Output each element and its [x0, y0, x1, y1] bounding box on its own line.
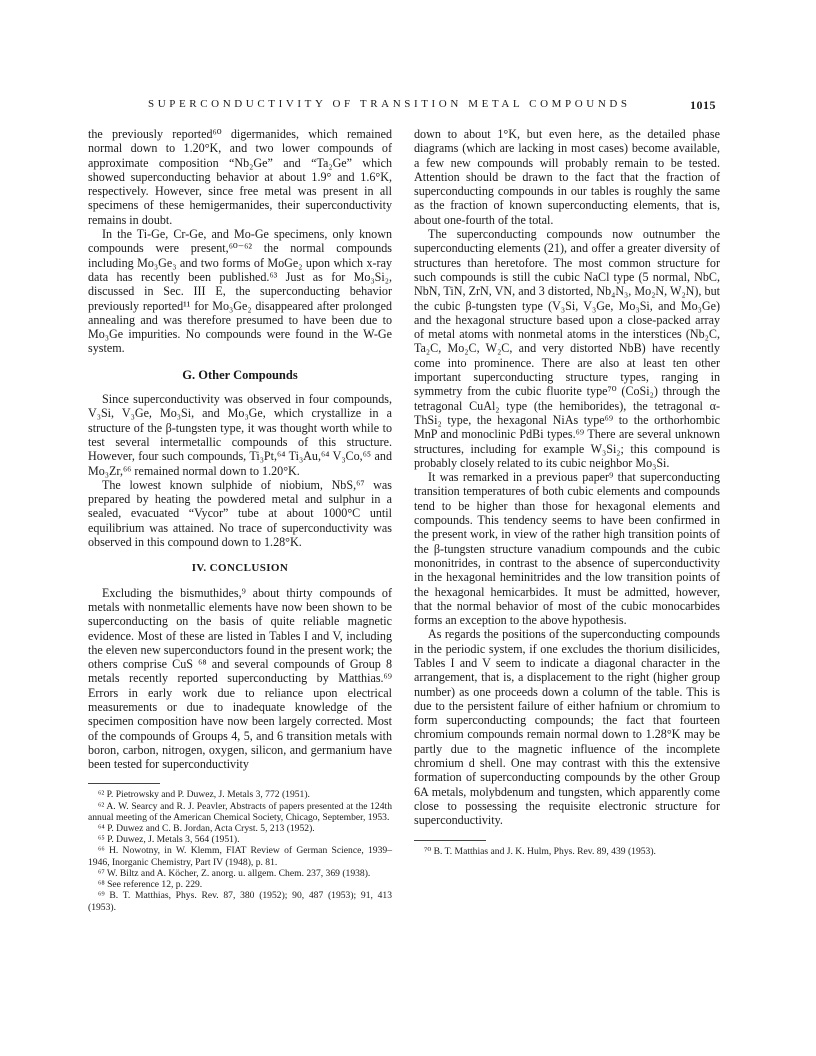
footnote: ⁷⁰ B. T. Matthias and J. K. Hulm, Phys. Rev. 89, 439 (1953).: [424, 845, 656, 857]
paragraph: down to about 1°K, but even here, as the detailed phase diagrams (which are lacking in most cases) become available, a few new compounds will probably remain to be tested. Attention should be drawn to the fact that the fraction of superconducting compounds in our tables is roughly the same as the fraction of known superconducting elements, that is, about one-fourth of the total.: [414, 127, 720, 227]
footnotes: [88, 789, 392, 912]
running-header: [148, 98, 716, 114]
paragraph: Since superconductivity was observed in four compounds, V₃Si, V₃Ge, Mo₃Si, and Mo₃Ge, which crystallize in a structure of the β-tungsten type, it was thought worth while to test several intermetallic compounds of this structure. However, four such compounds, Ti₃Pt,⁶⁴ Ti₃Au,⁶⁴ V₃Co,⁶⁵ and Mo₃Zr,⁶⁶ remained normal down to 1.20°K.: [88, 392, 392, 478]
footnote-rule: [414, 840, 486, 841]
footnote: ⁶² P. Pietrowsky and P. Duwez, J. Metals 3, 772 (1951).: [98, 789, 310, 801]
paragraph: The superconducting compounds now outnumber the superconducting elements (21), and offer a greater diversity of structures than heretofore. The most common structure for such compounds is still the cubic NaCl type (5 normal, NbC, NbN, TiN, ZrN, VN, and 3 distorted, Nb₄N₃, Mo₂N, W₂N), but the cubic β-tungsten type (V₃Si, V₃Ge, Mo₃Si, and Mo₃Ge) and the hexagonal structure based upon a close-packed array of metal atoms with nonmetal atoms in the interstices (Nb₂C, Ta₂C, Mo₂C, W₂C, and very distorted NbB) have recently come into prominence. There are also at least ten other important superconducting structure types, ranging in symmetry from the cubic fluorite type⁷⁰ (CoSi₂) through the tetragonal CuAl₂ type (the hemiborides), the tetragonal α-ThSi₂ type, the hexagonal NiAs type⁶⁹ to the orthorhombic MnP and monoclinic PdBi types.⁶⁹ There are several unknown structures, including for example W₃Si₂; this compound is probably closely related to its cubic neighbor Mo₃Si.: [414, 227, 720, 470]
section-heading: IV. CONCLUSION: [191, 562, 289, 575]
paragraph: It was remarked in a previous paper⁹ that superconducting transition temperatures of both cubic elements and compounds tend to be higher than those for hexagonal elements and compounds. This tendency seems to have been confirmed in the present work, in view of the rather high transition points of the β-tungsten structure vanadium compounds and the cubic mononitrides, in contrast to the absence of superconductivity in the hexagonal heminitrides and the low transition points of the hexagonal hemicarbides. It must be admitted, however, that the normal behavior of most of the cubic monocarbides forms an exception to the above hypothesis.: [414, 470, 720, 628]
footnote: ⁶² A. W. Searcy and R. J. Peavler, Abstracts of papers presented at the 124th annual meeting of the American Chemical Society, Chicago, September, 1953.: [88, 800, 392, 823]
footnote: ⁶⁴ P. Duwez and C. B. Jordan, Acta Cryst. 5, 213 (1952).: [98, 823, 315, 835]
footnote: ⁶⁶ H. Nowotny, in W. Klemm, FIAT Review of German Science, 1939–1946, Inorganic Chemistry, Part IV (1948), p. 81.: [88, 845, 392, 868]
paragraph: Excluding the bismuthides,⁹ about thirty compounds of metals with nonmetallic elements have now been shown to be superconducting on the basis of quite reliable magnetic evidence. Most of these are listed in Tables I and V, including the eleven new superconductors found in the present work; the others comprise CuS ⁶⁸ and several compounds of Group 8 metals recently reported superconducting by Matthias.⁶⁹ Errors in early work due to reliance upon electrical measurements or due to inadequate knowledge of the specimen composition have now been largely corrected. Most of the compounds of Groups 4, 5, and 6 transition metals with boron, carbon, nitrogen, oxygen, silicon, and germanium have been tested for superconductivity: [88, 585, 392, 772]
footnote: ⁶⁸ See reference 12, p. 229.: [98, 879, 203, 891]
paragraph: the previously reported⁶⁰ digermanides, which remained normal down to 1.20°K, and two lower compounds of approximate composition “Nb₂Ge” and “Ta₂Ge” which showed superconducting behavior at about 1.9° and 1.6°K, respectively. However, since free metal was present in all specimens of these hemigermanides, their superconductivity remains in doubt.: [88, 127, 392, 227]
right-column: [414, 127, 720, 857]
section-heading: G. Other Compounds: [182, 367, 298, 382]
footnote: ⁶⁹ B. T. Matthias, Phys. Rev. 87, 380 (1952); 90, 487 (1953); 91, 413 (1953).: [88, 890, 392, 913]
paragraph: As regards the positions of the superconducting compounds in the periodic system, if one excludes the thorium disilicides, Tables I and V seem to indicate a diagonal character in the arrangement, that is, a displacement to the right (higher group number) as one proceeds down a column of the table. This is due to the persistent failure of either hafnium or chromium to form superconducting compounds; the fact that fourteen chromium compounds remain normal down to 1.28°K may be partly due to the magnetic influence of the incomplete chromium d shell. One may contrast with this the extensive formation of superconducting compounds by the other Group 6A metals, molybdenum and tungsten, which apparently come close to possessing the requisite electronic structure for superconductivity.: [414, 627, 720, 828]
page-number: 1015: [690, 98, 716, 112]
running-title: SUPERCONDUCTIVITY OF TRANSITION METAL COMPOUNDS: [148, 98, 631, 110]
left-column: [88, 127, 392, 913]
paragraph: In the Ti-Ge, Cr-Ge, and Mo-Ge specimens, only known compounds were present,⁶⁰⁻⁶² the normal compounds including Mo₃Ge₃ and two forms of MoGe₂ upon which x-ray data has recently been published.⁶³ Just as for Mo₃Si₂, discussed in Sec. III E, the superconducting behavior previously reported¹¹ for Mo₃Ge₂ disappeared after prolonged annealing and was therefore presumed to have been due to Mo₃Ge impurities. No compounds were found in the W-Ge system.: [88, 227, 392, 356]
footnote: ⁶⁷ W. Biltz and A. Köcher, Z. anorg. u. allgem. Chem. 237, 369 (1938).: [98, 867, 371, 879]
footnotes: [414, 846, 720, 857]
footnote: ⁶⁵ P. Duwez, J. Metals 3, 564 (1951).: [98, 834, 240, 846]
paragraph: The lowest known sulphide of niobium, NbS,⁶⁷ was prepared by heating the powdered metal and sulphur in a sealed, evacuated “Vycor” tube at about 1000°C until equilibrium was attained. No trace of superconductivity was observed in this compound down to 1.28°K.: [88, 477, 392, 550]
footnote-rule: [88, 783, 160, 784]
